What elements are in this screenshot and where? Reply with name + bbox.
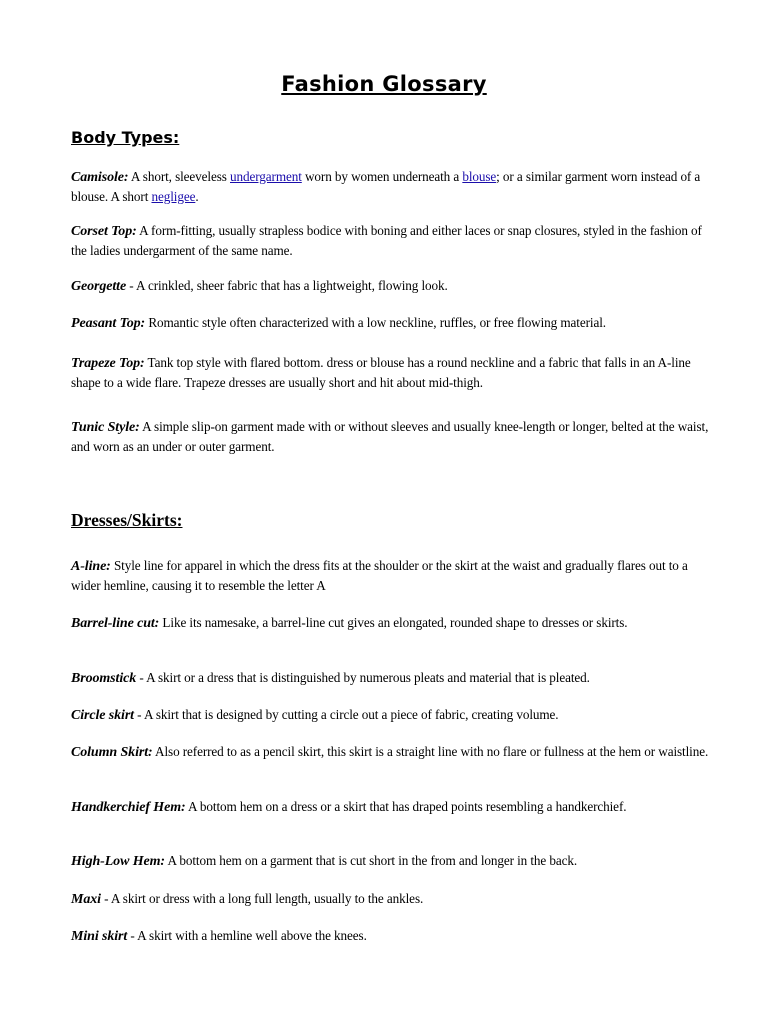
definition-text: A bottom hem on a garment that is cut short in the from and longer in the back. <box>164 853 578 868</box>
definition-text: worn by women underneath a <box>301 169 463 184</box>
entry-broomstick <box>71 669 711 689</box>
entry-a-line <box>71 557 711 595</box>
definition-text: Like its namesake, a barrel-line cut gives an elongated, rounded shape to dresses or skirts. <box>159 615 628 630</box>
term-a-line: A-line: <box>71 559 111 574</box>
entry-barrel-line-cut <box>71 614 711 634</box>
definition-text: A form-fitting, usually strapless bodice with boning and either laces or snap closures, styled in the fashion of the ladies undergarment of the same name. <box>71 223 702 258</box>
definition-text: Romantic style often characterized with a low neckline, ruffles, or free flowing material. <box>145 315 606 330</box>
definition-text: A bottom hem on a dress or a skirt that has draped points resembling a handkerchief. <box>185 799 627 814</box>
entry-corset-top <box>71 222 711 260</box>
term-broomstick: Broomstick <box>71 671 137 686</box>
definition-text: - A skirt or dress with a long full length, usually to the ankles. <box>100 891 424 906</box>
definition-text: Style line for apparel in which the dress fits at the shoulder or the skirt at the waist and gradually flares out to a wider hemline, causing it to resemble the letter A <box>71 558 688 593</box>
term-peasant-top: Peasant Top: <box>71 316 146 331</box>
link-blouse[interactable]: blouse <box>462 169 497 184</box>
link-undergarment[interactable]: undergarment <box>230 169 302 184</box>
entry-georgette <box>71 277 711 297</box>
entry-handkerchief-hem <box>71 798 711 818</box>
definition-text: - A skirt or a dress that is distinguished by numerous pleats and material that is pleated. <box>136 670 590 685</box>
section-heading-body-types: Body Types: <box>71 128 180 147</box>
definition-text: A short, sleeveless <box>128 169 230 184</box>
definition-text: - A skirt that is designed by cutting a circle out a piece of fabric, creating volume. <box>133 707 559 722</box>
definition-text: - A skirt with a hemline well above the knees. <box>127 928 367 943</box>
definition-text: - A crinkled, sheer fabric that has a lightweight, flowing look. <box>126 278 448 293</box>
entry-peasant-top <box>71 314 711 334</box>
definition-text: Also referred to as a pencil skirt, this skirt is a straight line with no flare or fullness at the hem or waistline. <box>152 744 709 759</box>
definition-text: ; or a similar garment worn instead of a blouse. A short <box>71 169 701 204</box>
entry-trapeze-top <box>71 354 711 392</box>
entry-camisole <box>71 168 711 206</box>
entry-maxi <box>71 890 711 910</box>
term-tunic-style: Tunic Style: <box>71 420 140 435</box>
link-negligee[interactable]: negligee <box>151 188 196 204</box>
entry-high-low-hem <box>71 852 711 872</box>
term-handkerchief-hem: Handkerchief Hem: <box>71 800 186 815</box>
term-barrel-line-cut: Barrel-line cut: <box>71 616 160 631</box>
page-title: Fashion Glossary <box>281 72 487 96</box>
term-mini-skirt: Mini skirt <box>71 929 128 944</box>
entry-circle-skirt <box>71 706 711 726</box>
definition-text: . <box>195 188 199 204</box>
term-corset-top: Corset Top: <box>71 224 137 239</box>
term-georgette: Georgette <box>71 279 127 294</box>
section-heading-dresses-skirts: Dresses/Skirts: <box>71 510 183 530</box>
term-column-skirt: Column Skirt: <box>71 745 153 760</box>
term-trapeze-top: Trapeze Top: <box>71 356 145 371</box>
entry-column-skirt <box>71 743 711 763</box>
term-high-low-hem: High-Low Hem: <box>71 854 165 869</box>
term-circle-skirt: Circle skirt <box>71 708 134 723</box>
term-camisole: Camisole: <box>71 170 129 185</box>
definition-text: Tank top style with flared bottom. dress or blouse has a round neckline and a fabric that falls in an A-line shape to a wide flare. Trapeze dresses are usually short and hit about mid-thigh. <box>71 355 691 390</box>
definition-text: A simple slip-on garment made with or without sleeves and usually knee-length or longer, belted at the waist, and worn as an under or outer garment. <box>71 419 709 454</box>
entry-mini-skirt <box>71 927 711 947</box>
term-maxi: Maxi <box>71 892 101 907</box>
entry-tunic-style <box>71 418 711 456</box>
